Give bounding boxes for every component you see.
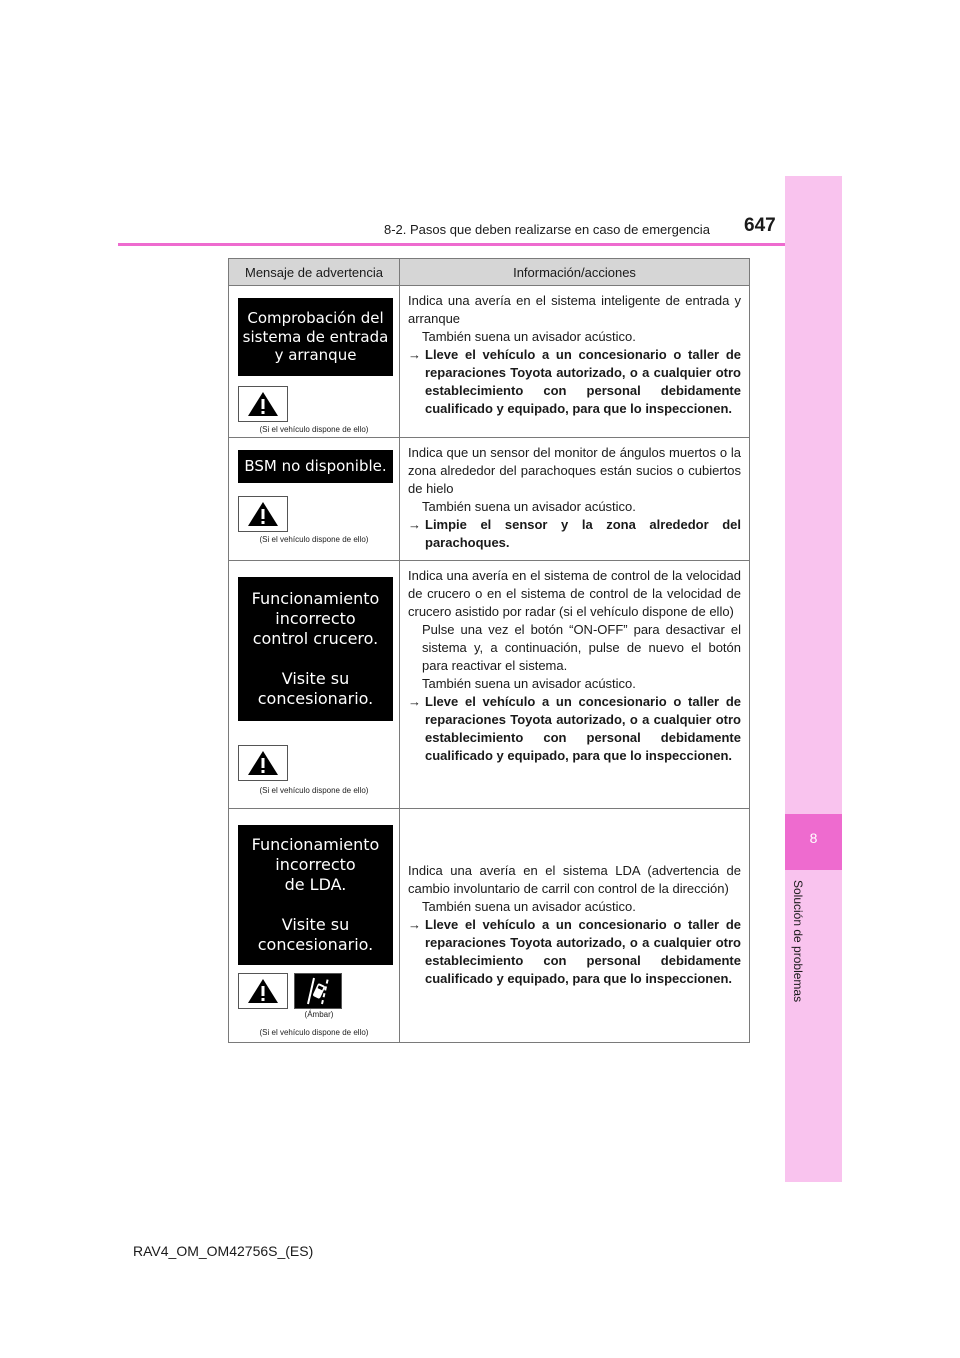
lane-departure-icon (294, 973, 342, 1009)
warning-triangle-icon (238, 745, 288, 781)
arrow-icon: → (408, 694, 421, 709)
availability-note: (Si el vehículo dispone de ello) (259, 786, 369, 795)
warning-triangle-icon (238, 973, 288, 1009)
col-header-message: Mensaje de advertencia (229, 259, 400, 286)
info-text: Indica una avería en el sistema inteligente de entrada y arranque (408, 293, 741, 326)
action-text: → Lleve el vehículo a un concesionario o taller de reparaciones Toyota autorizado, o a cualquier otro establecimiento con personal debidamente cualificado y equipado, para que lo inspeccionen. (408, 916, 741, 986)
side-tab-title: Solución de problemas (791, 880, 805, 1003)
info-cell (400, 286, 750, 438)
message-cell (229, 809, 400, 1043)
warning-message-display: Comprobación del sistema de entrada y arranque (238, 298, 393, 376)
table-row (229, 438, 750, 561)
warning-triangle-icon (238, 386, 288, 422)
warning-table (228, 258, 750, 1043)
header-rule (118, 243, 785, 246)
warning-triangle-icon (238, 496, 288, 532)
info-text: Indica una avería en el sistema LDA (advertencia de cambio involuntario de carril con control de la dirección) (408, 862, 741, 896)
action-text: → Limpie el sensor y la zona alrededor del parachoques. (408, 517, 741, 550)
info-subtext: También suena un avisador acústico. (422, 676, 636, 691)
info-subtext: También suena un avisador acústico. (422, 499, 636, 514)
side-tab-number: 8 (809, 830, 818, 846)
side-tab-band (785, 176, 842, 1182)
info-subtext: También suena un avisador acústico. (422, 329, 636, 344)
info-cell (400, 438, 750, 561)
warning-message-display: Funcionamiento incorrecto control crucero. Visite su concesionario. (238, 577, 393, 721)
arrow-icon: → (408, 916, 421, 932)
availability-note: (Si el vehículo dispone de ello) (259, 1028, 369, 1037)
action-text: → Lleve el vehículo a un concesionario o taller de reparaciones Toyota autorizado, o a cualquier otro establecimiento con personal debidamente cualificado y equipado, para que lo inspeccionen. (408, 347, 741, 416)
warning-message-display: Funcionamiento incorrecto de LDA. Visite su concesionario. (238, 825, 393, 965)
message-cell (229, 438, 400, 561)
info-cell (400, 809, 750, 1043)
table-row (229, 809, 750, 1043)
message-cell (229, 286, 400, 438)
info-text: Indica una avería en el sistema de control de la velocidad de crucero o en el sistema de control de la velocidad de crucero asistido por radar (si el vehículo dispone de ello) (408, 568, 741, 619)
col-header-info: Información/acciones (400, 259, 750, 286)
arrow-icon: → (408, 347, 421, 362)
availability-note: (Si el vehículo dispone de ello) (259, 425, 369, 434)
message-cell (229, 561, 400, 809)
table-row (229, 286, 750, 438)
amber-label: (Ámbar) (304, 1010, 334, 1019)
info-subtext: Pulse una vez el botón “ON-OFF” para desactivar el sistema y, a continuación, pulse de nuevo el botón para reactivar el sistema. (422, 622, 741, 673)
page-number: 647 (744, 215, 776, 236)
action-text: → Lleve el vehículo a un concesionario o taller de reparaciones Toyota autorizado, o a cualquier otro establecimiento con personal debidamente cualificado y equipado, para que lo inspeccionen. (408, 694, 741, 763)
availability-note: (Si el vehículo dispone de ello) (259, 535, 369, 544)
info-subtext: También suena un avisador acústico. (422, 898, 636, 914)
footer-code: RAV4_OM_OM42756S_(ES) (133, 1243, 314, 1259)
table-row (229, 561, 750, 809)
section-header: 8-2. Pasos que deben realizarse en caso de emergencia (384, 222, 710, 237)
arrow-icon: → (408, 517, 421, 532)
info-text: Indica que un sensor del monitor de ángulos muertos o la zona alrededor del parachoques están sucios o cubiertos de hielo (408, 445, 741, 496)
info-cell (400, 561, 750, 809)
warning-message-display: BSM no disponible. (238, 450, 393, 483)
